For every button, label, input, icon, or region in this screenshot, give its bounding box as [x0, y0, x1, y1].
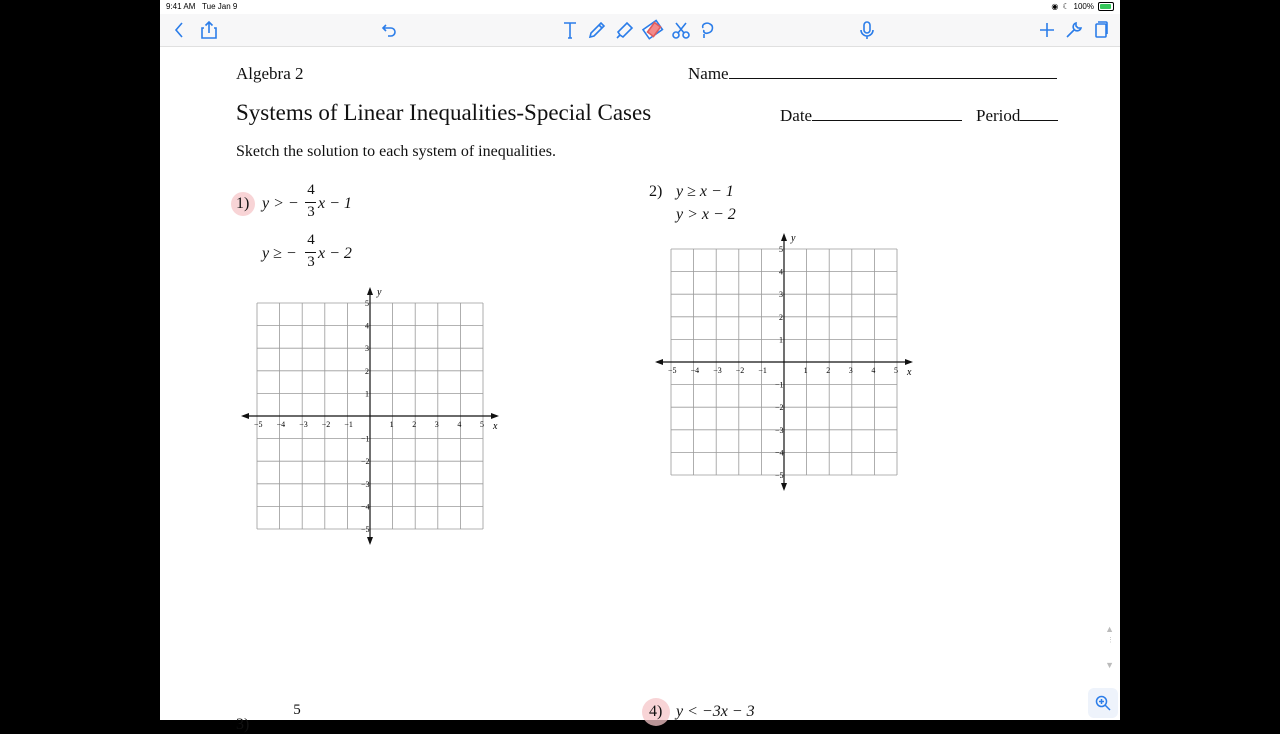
x-axis-label: x: [907, 367, 912, 378]
text-tool-icon[interactable]: [560, 18, 580, 42]
zoom-button[interactable]: [1088, 688, 1118, 718]
scroll-up-icon[interactable]: ▲: [1105, 624, 1114, 634]
coordinate-grid-1[interactable]: [240, 286, 510, 556]
coordinate-grid-2[interactable]: [654, 232, 924, 502]
zoom-icon: [1095, 695, 1111, 711]
y-tick-label: 5: [365, 299, 369, 308]
problem-number: 2): [649, 183, 663, 200]
y-axis-label: y: [791, 233, 796, 244]
y-tick-label: 2: [365, 366, 369, 376]
x-tick-label: −5: [254, 420, 263, 429]
x-tick-label: 3: [434, 420, 439, 429]
battery-icon: [1098, 2, 1114, 11]
problem-number: 3): [236, 716, 250, 733]
scissors-tool-icon[interactable]: [670, 18, 692, 42]
x-tick-label: −3: [713, 366, 722, 375]
inequality-2: y > x − 2: [676, 206, 736, 223]
inequality-1: y < −3x − 3: [676, 703, 755, 720]
microphone-icon[interactable]: [858, 18, 876, 42]
battery-percent: 100%: [1073, 2, 1094, 11]
scroll-down-icon[interactable]: ▼: [1105, 660, 1114, 670]
x-tick-label: 2: [826, 366, 831, 375]
fraction-numerator: 4: [307, 182, 315, 198]
y-axis-arrow-down: [781, 483, 787, 491]
y-tick-label: 1: [365, 389, 369, 399]
period-field: [976, 106, 1058, 126]
status-bar: [160, 0, 1120, 14]
highlighter-tool-icon[interactable]: [614, 18, 636, 42]
y-tick-label: 4: [365, 321, 369, 331]
y-axis-arrow-up: [367, 287, 373, 295]
wrench-icon[interactable]: [1064, 18, 1084, 42]
moon-icon: ☾: [1062, 2, 1070, 11]
worksheet-page[interactable]: [160, 46, 1120, 733]
x-tick-label: −1: [758, 366, 767, 375]
inequality-1-left: y > −: [262, 195, 299, 212]
x-tick-label: 1: [389, 420, 394, 429]
x-tick-label: −1: [344, 420, 353, 429]
problem-number: 4): [649, 703, 663, 720]
page-indicator: ⋮: [1107, 637, 1114, 644]
y-tick-label: −5: [361, 525, 370, 534]
x-tick-label: 4: [457, 420, 462, 429]
x-tick-label: 5: [894, 366, 898, 375]
x-axis-arrow-left: [655, 359, 663, 365]
fraction-denominator: 3: [307, 254, 315, 270]
pen-tool-icon[interactable]: [586, 18, 608, 42]
period-label: Period: [976, 106, 1021, 125]
fraction-numerator: 4: [307, 232, 315, 248]
ipad-screen: [160, 0, 1120, 733]
inequality-2-right: x − 2: [318, 245, 352, 262]
x-axis-arrow-right: [905, 359, 913, 365]
x-tick-label: 5: [480, 420, 484, 429]
status-date: Tue Jan 9: [202, 2, 238, 11]
y-tick-label: −1: [361, 434, 370, 444]
inequality-2-left: y ≥ −: [262, 245, 297, 262]
toolbar: [160, 14, 1120, 47]
x-tick-label: −5: [668, 366, 677, 375]
lasso-tool-icon[interactable]: [696, 18, 718, 42]
undo-icon[interactable]: [380, 18, 398, 42]
date-field: [780, 106, 962, 126]
name-label: Name: [688, 64, 729, 83]
x-tick-label: 3: [848, 366, 853, 375]
y-tick-label: 4: [779, 267, 783, 277]
y-tick-label: 2: [779, 312, 783, 322]
back-icon[interactable]: [172, 18, 186, 42]
inequality-1-right: x − 1: [318, 195, 352, 212]
fraction-bar: [305, 252, 316, 253]
instructions: Sketch the solution to each system of inequalities.: [236, 143, 556, 160]
fraction-numerator: 5: [293, 702, 301, 718]
x-tick-label: 1: [803, 366, 808, 375]
y-tick-label: −4: [361, 502, 370, 512]
x-tick-label: −4: [690, 366, 700, 375]
x-axis-arrow-left: [241, 413, 249, 419]
share-icon[interactable]: [200, 18, 218, 42]
y-tick-label: −3: [361, 479, 370, 489]
status-time: 9:41 AM: [166, 2, 196, 11]
orientation-lock-icon: ◉: [1051, 2, 1059, 11]
y-tick-label: 3: [779, 290, 783, 300]
y-axis-arrow-up: [781, 233, 787, 241]
x-tick-label: −2: [321, 420, 331, 429]
worksheet-title: Systems of Linear Inequalities-Special Cases: [236, 100, 652, 125]
x-axis-arrow-right: [491, 413, 499, 419]
y-tick-label: −2: [361, 457, 370, 467]
x-tick-label: −3: [299, 420, 308, 429]
date-label: Date: [780, 106, 813, 125]
fraction-denominator: 3: [307, 204, 315, 220]
y-tick-label: −5: [775, 471, 784, 480]
add-icon[interactable]: [1038, 18, 1056, 42]
course-label: Algebra 2: [236, 64, 304, 83]
y-tick-label: 1: [779, 335, 783, 345]
x-tick-label: −2: [735, 366, 745, 375]
y-tick-label: 3: [365, 344, 369, 354]
y-axis-arrow-down: [367, 537, 373, 545]
problem-number: 1): [236, 195, 250, 212]
pages-icon[interactable]: [1092, 18, 1110, 42]
fraction-bar: [305, 202, 316, 203]
y-axis-label: y: [377, 287, 382, 298]
x-tick-label: −4: [276, 420, 286, 429]
inequality-1: y ≥ x − 1: [676, 183, 734, 200]
x-tick-label: 4: [871, 366, 876, 375]
y-tick-label: −4: [775, 448, 784, 458]
eraser-tool-icon[interactable]: [640, 18, 666, 42]
y-tick-label: 5: [779, 245, 783, 254]
x-tick-label: 2: [412, 420, 417, 429]
y-tick-label: −3: [775, 425, 784, 435]
name-field: [688, 64, 1057, 84]
y-tick-label: −1: [775, 380, 784, 390]
x-axis-label: x: [493, 421, 498, 432]
y-tick-label: −2: [775, 403, 784, 413]
